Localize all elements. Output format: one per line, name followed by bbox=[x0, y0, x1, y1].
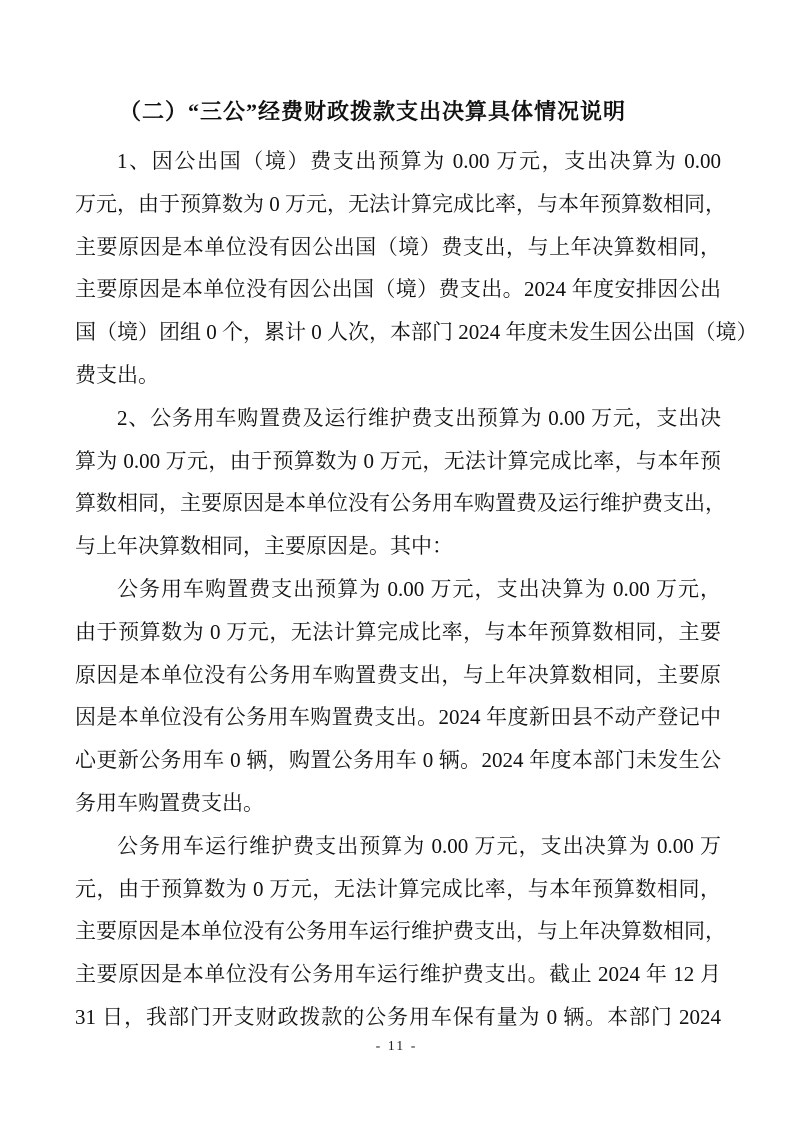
text-line: 主要原因是本单位没有公务用车运行维护费支出。截止 2024 年 12 月 bbox=[75, 962, 721, 987]
text-line: 万元，由于预算数为 0 万元，无法计算完成比率，与本年预算数相同， bbox=[75, 191, 726, 216]
text-line: 2、公务用车购置费及运行维护费支出预算为 0.00 万元，支出决 bbox=[117, 405, 721, 430]
text-line: 主要原因是本单位没有因公出国（境）费支出，与上年决算数相同， bbox=[75, 234, 721, 259]
text-line: 由于预算数为 0 万元，无法计算完成比率，与本年预算数相同，主要 bbox=[75, 619, 721, 644]
text-line: 因是本单位没有公务用车购置费支出。2024 年度新田县不动产登记中 bbox=[75, 705, 721, 730]
text-line: 国（境）团组 0 个，累计 0 人次，本部门 2024 年度未发生因公出国（境） bbox=[75, 320, 758, 345]
text-line: 务用车购置费支出。 bbox=[75, 790, 264, 815]
text-line: 公务用车购置费支出预算为 0.00 万元，支出决算为 0.00 万元， bbox=[117, 576, 721, 601]
text-line: 费支出。 bbox=[75, 362, 159, 387]
text-line: 算为 0.00 万元，由于预算数为 0 万元，无法计算完成比率，与本年预 bbox=[75, 448, 721, 473]
section-heading: （二）“三公”经费财政拨款支出决算具体情况说明 bbox=[119, 99, 627, 124]
text-line: 算数相同，主要原因是本单位没有公务用车购置费及运行维护费支出， bbox=[75, 491, 726, 516]
text-line: 1、因公出国（境）费支出预算为 0.00 万元，支出决算为 0.00 bbox=[117, 149, 721, 173]
page-number: - 11 - bbox=[375, 1039, 418, 1054]
text-line: 31 日，我部门开支财政拨款的公务用车保有量为 0 辆。本部门 2024 bbox=[75, 1004, 721, 1029]
document-body bbox=[75, 140, 758, 1039]
text-line: 与上年决算数相同，主要原因是。其中： bbox=[75, 534, 453, 559]
text-line: 元，由于预算数为 0 万元，无法计算完成比率，与本年预算数相同， bbox=[75, 876, 721, 901]
text-line: 主要原因是本单位没有因公出国（境）费支出。2024 年度安排因公出 bbox=[75, 277, 721, 302]
text-line: 公务用车运行维护费支出预算为 0.00 万元，支出决算为 0.00 万 bbox=[117, 833, 721, 858]
text-line: 主要原因是本单位没有公务用车运行维护费支出，与上年决算数相同， bbox=[75, 919, 726, 944]
text-line: 原因是本单位没有公务用车购置费支出，与上年决算数相同，主要原 bbox=[75, 662, 721, 687]
text-line: 心更新公务用车 0 辆，购置公务用车 0 辆。2024 年度本部门未发生公 bbox=[75, 748, 721, 773]
